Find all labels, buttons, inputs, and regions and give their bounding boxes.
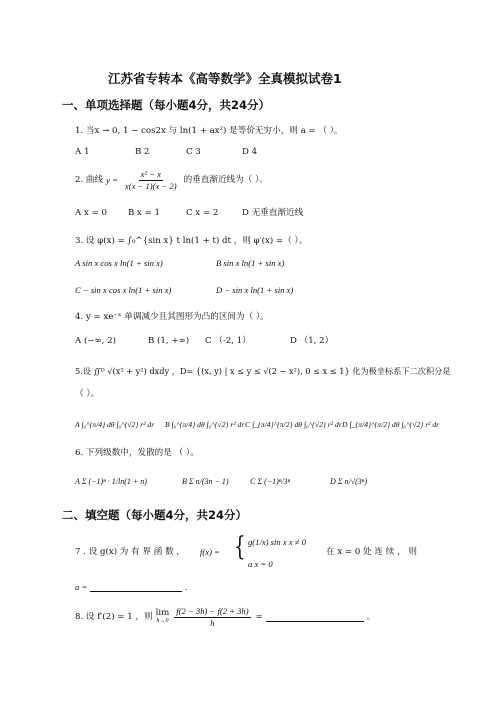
q6-option-c: C Σ (−1)ⁿ/3ⁿ — [250, 477, 291, 486]
q5-option-d: D ∫_{π/4}^{π/2} dθ ∫₀^{√2} r² dr — [342, 420, 440, 429]
q7-brace: { — [234, 532, 246, 562]
q8-numerator: f(2 − 3h) − f(2 + 3h) — [176, 606, 249, 616]
q6-option-b: B Σ n/(3n − 1) — [182, 477, 229, 486]
q3-option-b: B sin x ln(1 + sin x) — [216, 258, 285, 268]
q4-option-b: B (1, +∞) — [148, 336, 190, 346]
section-heading-fill: 二、填空题（每小题4分，共24分） — [62, 508, 248, 522]
q7-case-1: g(1/x) sin x x ≠ 0 — [248, 537, 306, 547]
question-3: 3. 设 φ(x) = ∫₀^{sin x} t ln(1 + t) dt ，则 φ′(x) =（ ）。 — [75, 236, 308, 246]
question-8: 8. 设 f′(2) = 1 ，则 lim h→0 $\frac{f(2 - 3h) - f(2 + 3h)}{h}$ = 。 — [75, 606, 376, 628]
q7-case-2: a x = 0 — [248, 559, 273, 569]
q3-option-d: D − sin x ln(1 + sin x) — [216, 285, 294, 295]
q6-option-d: D Σ n/√(3ⁿ) — [330, 477, 367, 486]
q6-option-a: A Σ (−1)ⁿ · 1/ln(1 + n) — [75, 477, 147, 486]
q8-lim-word: lim — [155, 608, 170, 619]
q4-option-a: A (−∞, 2) — [75, 336, 116, 346]
q8-limit — [156, 609, 170, 624]
q2-fraction — [123, 170, 179, 190]
question-5-blank: （ ）。 — [75, 389, 100, 399]
q2-prefix: 2. 曲线 — [75, 174, 104, 185]
question-4: 4. y = xe⁻ˣ 单调减少且其图形为凸的区间为（ ）。 — [75, 312, 269, 322]
q1-option-b: B 2 — [135, 147, 150, 157]
q2-numerator: x² − x — [140, 169, 161, 179]
q8-prefix: 8. 设 f′(2) = 1 ，则 — [75, 611, 153, 622]
q2-option-c: C x = 2 — [186, 208, 219, 218]
q7-fx: f(x) = — [200, 547, 220, 557]
question-7-suffix: 在 x = 0 处 连 续 ， 则 — [326, 547, 417, 557]
q1-option-a: A 1 — [75, 147, 90, 157]
q2-denominator: x(x − 1)(x − 2) — [124, 180, 177, 191]
q7-a-label: a = — [75, 582, 88, 593]
q3-option-c: C − sin x cos x ln(1 + sin x) — [75, 285, 172, 295]
question-7-prefix: 7 . 设 g(x) 为 有 界 函 数 ， — [75, 547, 185, 557]
q8-answer-blank[interactable] — [266, 612, 364, 622]
q5-option-b: B ∫₀^{π/4} dθ ∫₀^{√2} r² dr — [165, 420, 245, 429]
question-6: 6. 下列级数中，发散的是 （ ）。 — [75, 448, 199, 458]
q4-option-c: C （-2, 1） — [205, 336, 251, 346]
q1-option-d: D 4 — [242, 147, 258, 157]
q8-fraction — [174, 607, 250, 627]
question-5: 5.设 ∬ᴰ √(x² + y²) dxdy ，D= {(x, y) | x ≤ y ≤ √(2 − x²), 0 ≤ x ≤ 1} 化为极坐标系下二次积分是 — [75, 366, 451, 376]
question-2 — [75, 170, 268, 190]
q5-option-c: C ∫_{π/4}^{π/2} dθ ∫₀^{√2} r² dr — [245, 420, 342, 429]
q7-answer-line: a = . — [75, 582, 188, 593]
q2-option-d: D 无垂直渐近线 — [242, 208, 304, 218]
question-1: 1. 当x → 0, 1 − cos2x 与 ln(1 + ax²) 是等价无穷小，则 a = （ ）。 — [75, 126, 343, 136]
page-title: 江苏省专转本《高等数学》全真模拟试卷1 — [108, 71, 342, 86]
q5-option-a: A ∫₀^{π/4} dθ ∫₀^{√2} r² dr — [75, 420, 155, 429]
q4-option-d: D （1, 2） — [290, 336, 334, 346]
q2-y: y = — [106, 174, 118, 185]
q2-option-b: B x = 1 — [128, 208, 161, 218]
q2-suffix: 的垂直渐近线为（ ）。 — [183, 174, 268, 185]
q8-denominator: h — [210, 617, 215, 628]
q8-lim-sub: h→0 — [156, 618, 169, 625]
q3-option-a: A sin x cos x ln(1 + sin x) — [75, 258, 163, 268]
q1-option-c: C 3 — [186, 147, 201, 157]
q8-equals: = — [255, 611, 263, 622]
q7-answer-blank[interactable] — [90, 582, 182, 592]
section-heading-choice: 一、单项选择题（每小题4分，共24分） — [62, 98, 271, 112]
q2-option-a: A x = 0 — [75, 208, 107, 218]
